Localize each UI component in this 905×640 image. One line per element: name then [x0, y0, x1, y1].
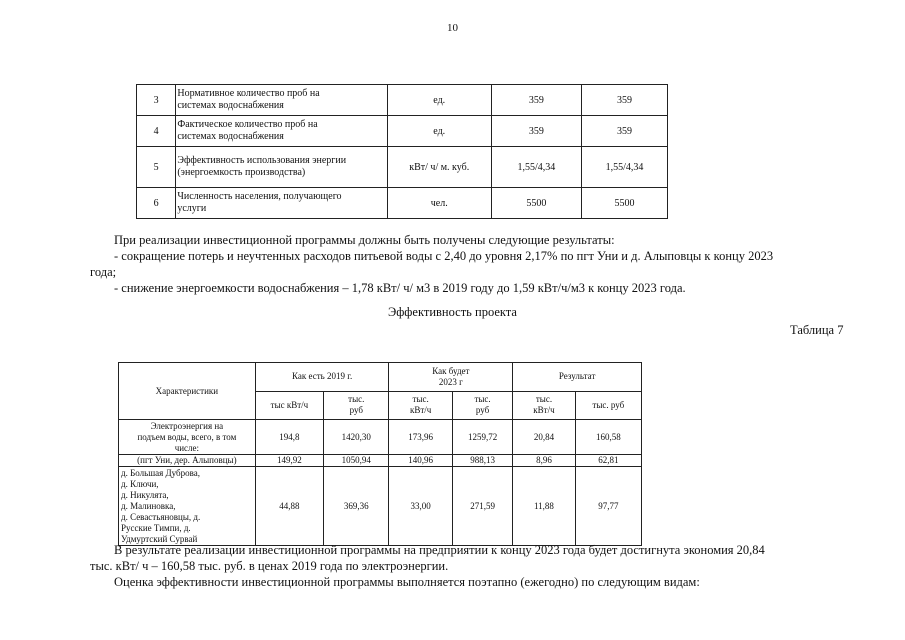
cell: 44,88 [255, 467, 323, 546]
table-row [119, 467, 642, 546]
cell: 271,59 [452, 467, 512, 546]
row-number: 6 [137, 188, 176, 219]
result-item-1-continuation: года; [90, 265, 117, 279]
value-1: 359 [491, 116, 581, 147]
cell: 11,88 [513, 467, 575, 546]
value-2: 359 [581, 116, 667, 147]
cell: 173,96 [389, 420, 452, 455]
value-1: 359 [491, 85, 581, 116]
cell: 988,13 [452, 455, 512, 467]
row-name: д. Большая Дуброва, д. Ключи, д. Никулята, д. Малиновка, д. Севастьяновцы, д. Русские Тимпи, д. Удмуртский Сурвай [119, 467, 256, 546]
page-number: 10 [447, 22, 458, 34]
row-number: 5 [137, 147, 176, 188]
header-future: Как будет 2023 г [389, 363, 513, 392]
value-2: 5500 [581, 188, 667, 219]
cell: 194,8 [255, 420, 323, 455]
row-name: (пгт Уни, дер. Алыповцы) [119, 455, 256, 467]
cell: 8,96 [513, 455, 575, 467]
subheader-kwh: тыс. кВт/ч [389, 391, 452, 420]
cell: 20,84 [513, 420, 575, 455]
efficiency-table [118, 362, 642, 546]
indicator-name: Эффективность использования энергии (энергоемкость производства) [176, 147, 387, 188]
cell: 62,81 [575, 455, 641, 467]
subheader-kwh: тыс кВт/ч [255, 391, 323, 420]
table-row [119, 420, 642, 455]
unit: чел. [387, 188, 491, 219]
table-row [119, 455, 642, 467]
cell: 33,00 [389, 467, 452, 546]
cell: 1050,94 [324, 455, 389, 467]
indicator-name: Численность населения, получающего услуги [176, 188, 387, 219]
cell: 140,96 [389, 455, 452, 467]
row-number: 4 [137, 116, 176, 147]
section-title: Эффективность проекта [388, 305, 517, 319]
subheader-rub: тыс. руб [452, 391, 512, 420]
indicator-name: Нормативное количество проб на системах водоснабжения [176, 85, 387, 116]
value-2: 1,55/4,34 [581, 147, 667, 188]
conclusion-line-3: Оценка эффективности инвестиционной программы выполняется поэтапно (ежегодно) по следующим видам: [114, 575, 700, 589]
cell: 160,58 [575, 420, 641, 455]
indicators-table [136, 84, 668, 219]
subheader-rub: тыс. руб [324, 391, 389, 420]
cell: 149,92 [255, 455, 323, 467]
table-row [137, 116, 668, 147]
unit: ед. [387, 116, 491, 147]
value-1: 5500 [491, 188, 581, 219]
conclusion-line-2: тыс. кВт/ ч – 160,58 тыс. руб. в ценах 2019 года по электроэнергии. [90, 559, 449, 573]
conclusion-line-1: В результате реализации инвестиционной программы на предприятии к концу 2023 года будет достигнута экономия 20,84 [114, 543, 765, 557]
value-1: 1,55/4,34 [491, 147, 581, 188]
result-item-1: - сокращение потерь и неучтенных расходов питьевой воды с 2,40 до уровня 2,17% по пгт Уни и д. Алыповцы к концу 2023 [114, 249, 774, 263]
row-number: 3 [137, 85, 176, 116]
header-current: Как есть 2019 г. [255, 363, 389, 392]
header-characteristics: Характеристики [119, 363, 256, 420]
results-intro: При реализации инвестиционной программы должны быть получены следующие результаты: [114, 233, 615, 247]
cell: 1420,30 [324, 420, 389, 455]
value-2: 359 [581, 85, 667, 116]
subheader-kwh: тыс. кВт/ч [513, 391, 575, 420]
row-name: Электроэнергия на подъем воды, всего, в том числе: [119, 420, 256, 455]
table-header-row [119, 363, 642, 392]
cell: 1259,72 [452, 420, 512, 455]
table-row [137, 147, 668, 188]
cell: 97,77 [575, 467, 641, 546]
header-result: Результат [513, 363, 642, 392]
unit: ед. [387, 85, 491, 116]
cell: 369,36 [324, 467, 389, 546]
result-item-2: - снижение энергоемкости водоснабжения – 1,78 кВт/ ч/ м3 в 2019 году до 1,59 кВт/ч/м3 к концу 2023 года. [114, 281, 686, 295]
table-row [137, 188, 668, 219]
indicator-name: Фактическое количество проб на системах водоснабжения [176, 116, 387, 147]
table-row [137, 85, 668, 116]
subheader-rub: тыс. руб [575, 391, 641, 420]
table-label: Таблица 7 [790, 323, 844, 337]
unit: кВт/ ч/ м. куб. [387, 147, 491, 188]
